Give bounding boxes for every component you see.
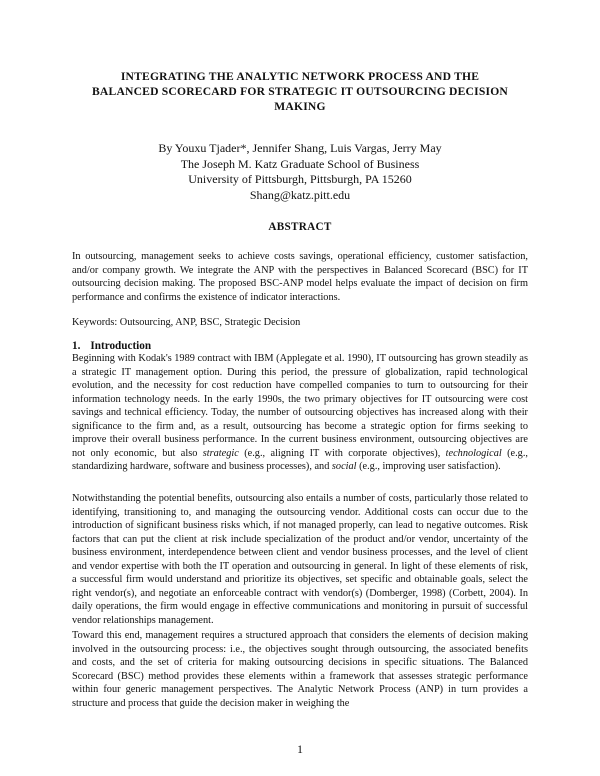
emphasis-strategic: strategic [202, 447, 239, 459]
intro-paragraph-3 [72, 629, 528, 710]
paragraph-text: Notwithstanding the potential benefits, outsourcing also entails a number of costs, particularly those related to identifying, transitioning to, and managing the outsourcing vendor. Additional costs can occur due to the introduction of significant business risks which, if not managed properly, can lead to negative outcomes. Risk factors that can put the client at risk include specialization of the product and/or vendor, uncertainty of the business environment, interdependence between client and vendor business processes, and the level of client and vendor expertise with both the IT operation and outsourcing in general. In light of these elements of risk, a successful firm would understand and prioritize its objectives, set specific and obtainable goals, select the right vendor(s), and negotiate an enforceable contract with vendor(s) (Domberger, 1998) (Corbett, 2004). In daily operations, the firm would engage in effective communications and monitoring in pursuit of successful vendor relationships management. [72, 493, 528, 626]
abstract-heading: ABSTRACT [268, 221, 332, 233]
affiliation-university: University of Pittsburgh, Pittsburgh, PA 15260 [188, 172, 412, 186]
contact-email: Shang@katz.pitt.edu [249, 187, 351, 202]
affiliation-school: The Joseph M. Katz Graduate School of Business [180, 156, 420, 171]
section-title: Introduction [90, 340, 152, 352]
page-number: 1 [297, 742, 303, 756]
paper-title [60, 69, 540, 114]
paragraph-run: (e.g., standardizing hardware, software and business processes), and [72, 447, 528, 472]
section-number: 1. [72, 340, 81, 352]
keywords-text: Keywords: Outsourcing, ANP, BSC, Strategic Decision [72, 317, 301, 328]
intro-paragraph-1 [72, 352, 528, 474]
paragraph-text [72, 352, 528, 474]
abstract-text: In outsourcing, management seeks to achieve costs savings, operational efficiency, customer satisfaction, and/or company growth. We integrate the ANP with the perspectives in Balanced Scorecard (BSC) for IT outsourcing decision making. The proposed BSC-ANP model helps evaluate the impact of decision on firm performance and confirms the existence of indicator interactions. [72, 251, 528, 303]
keywords-line [72, 316, 528, 330]
paragraph-run: Beginning with Kodak's 1989 contract with IBM (Applegate et al. 1990), IT outsourcing has grown steadily as a strategic IT management option. During this period, the pressure of globalization, rapid technological evolution, and the necessity for cost reduction have compelled companies to turn to outsourcing for their information technology needs. In the early 1990s, the two primary objectives for IT outsourcing were cost savings and technical efficiency. Today, the number of outsourcing objectives has increased along with their significance to the firm and, as a result, outsourcing has become a strategic option for firms seeking to improve their overall business performance. In the current business environment, outsourcing objectives are not only economic, but also [72, 353, 528, 459]
author-names: By Youxu Tjader*, Jennifer Shang, Luis Vargas, Jerry May [158, 141, 442, 155]
section-heading [72, 340, 161, 352]
paragraph-run: (e.g., aligning IT with corporate objectives), [238, 447, 446, 459]
title-line: INTEGRATING THE ANALYTIC NETWORK PROCESS AND THE [120, 70, 480, 83]
emphasis-social: social [331, 461, 357, 472]
title-line: BALANCED SCORECARD FOR STRATEGIC IT OUTSOURCING DECISION [92, 85, 508, 98]
emphasis-technological: technological [445, 447, 502, 459]
paragraph-text: Toward this end, management requires a structured approach that considers the elements of decision making involved in the outsourcing process: i.e., the objectives sought through outsourcing, the associated benefits and costs, and the set of criteria for making outsourcing decisions in specific situations. The Balanced Scorecard (BSC) method provides these elements within a framework that assesses strategic performance within four generic management perspectives. The Analytic Network Process (ANP) in turn provides a structure and process that guide the decision maker in weighing the [72, 630, 528, 709]
author-block [60, 141, 540, 203]
abstract-body [72, 250, 528, 304]
intro-paragraph-2 [72, 492, 528, 627]
title-line: MAKING [274, 100, 326, 113]
paragraph-run: (e.g., improving user satisfaction). [356, 461, 501, 472]
